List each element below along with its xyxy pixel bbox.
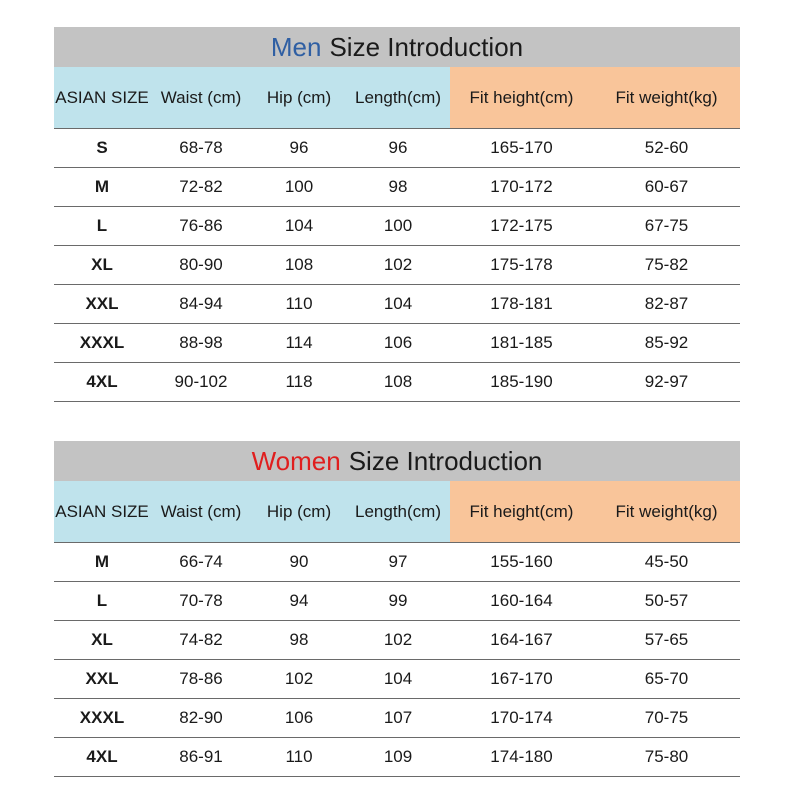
table-cell: 102 xyxy=(383,630,413,649)
table-row xyxy=(54,621,740,660)
table-cell: 68-78 xyxy=(179,138,223,157)
table-row xyxy=(54,543,740,582)
table-cell: XXXL xyxy=(79,333,125,352)
women-header-fit-weight: Fit weight(kg) xyxy=(593,481,740,542)
table-cell: 104 xyxy=(383,669,413,688)
table-cell: 160-164 xyxy=(490,591,553,610)
table-cell: 104 xyxy=(383,294,413,313)
table-cell: 97 xyxy=(388,552,408,571)
women-header-hip: Hip (cm) xyxy=(252,481,346,542)
table-cell: 110 xyxy=(285,294,313,313)
table-cell: 65-70 xyxy=(644,669,689,688)
men-header-waist: Waist (cm) xyxy=(150,67,252,128)
women-header-waist: Waist (cm) xyxy=(150,481,252,542)
table-cell: 108 xyxy=(383,372,413,391)
table-row xyxy=(54,363,740,402)
men-header-hip: Hip (cm) xyxy=(252,67,346,128)
table-row xyxy=(54,285,740,324)
men-header-fit-weight: Fit weight(kg) xyxy=(593,67,740,128)
table-cell: 85-92 xyxy=(644,333,689,352)
men-table-body xyxy=(54,128,740,402)
men-header-fit-height: Fit height(cm) xyxy=(450,67,593,128)
women-size-table xyxy=(54,441,740,777)
table-cell: XL xyxy=(91,630,113,649)
table-cell: 90 xyxy=(289,552,309,571)
table-cell: 109 xyxy=(383,747,413,766)
men-title-rest: Size Introduction xyxy=(329,31,524,62)
table-cell: L xyxy=(96,591,108,610)
table-row xyxy=(54,168,740,207)
table-cell: 4XL xyxy=(86,372,118,391)
table-cell: 164-167 xyxy=(490,630,553,649)
table-cell: 96 xyxy=(289,138,309,157)
table-row xyxy=(54,324,740,363)
table-cell: 82-87 xyxy=(644,294,689,313)
table-cell: 102 xyxy=(383,255,413,274)
table-cell: 118 xyxy=(285,372,313,391)
table-cell: 100 xyxy=(383,216,413,235)
table-cell: 4XL xyxy=(86,747,118,766)
table-cell: XXL xyxy=(85,669,119,688)
table-cell: 60-67 xyxy=(644,177,689,196)
table-cell: 75-80 xyxy=(644,747,689,766)
women-header-fit-height: Fit height(cm) xyxy=(450,481,593,542)
table-row xyxy=(54,738,740,777)
table-cell: 185-190 xyxy=(490,372,553,391)
women-header-size: ASIAN SIZE xyxy=(54,481,150,542)
table-cell: M xyxy=(94,552,110,571)
women-header-length: Length(cm) xyxy=(346,481,450,542)
table-row xyxy=(54,129,740,168)
table-cell: 70-78 xyxy=(179,591,223,610)
table-row xyxy=(54,246,740,285)
table-cell: 181-185 xyxy=(490,333,553,352)
table-cell: 52-60 xyxy=(644,138,689,157)
men-header-size: ASIAN SIZE xyxy=(54,67,150,128)
table-cell: 96 xyxy=(388,138,408,157)
table-cell: 50-57 xyxy=(644,591,689,610)
table-cell: XL xyxy=(91,255,113,274)
men-header-row xyxy=(54,67,740,128)
table-cell: 100 xyxy=(284,177,314,196)
table-cell: 66-74 xyxy=(179,552,223,571)
table-cell: 45-50 xyxy=(644,552,689,571)
table-cell: 70-75 xyxy=(644,708,689,727)
table-cell: 88-98 xyxy=(179,333,223,352)
table-cell: 84-94 xyxy=(179,294,223,313)
table-cell: 76-86 xyxy=(179,216,223,235)
table-cell: L xyxy=(96,216,108,235)
table-cell: 165-170 xyxy=(490,138,553,157)
table-row xyxy=(54,582,740,621)
table-cell: 107 xyxy=(383,708,413,727)
table-cell: 110 xyxy=(285,747,313,766)
women-header-row xyxy=(54,481,740,542)
table-cell: 170-174 xyxy=(490,708,553,727)
table-cell: 108 xyxy=(284,255,314,274)
table-cell: 167-170 xyxy=(490,669,553,688)
table-cell: 102 xyxy=(284,669,314,688)
table-cell: 174-180 xyxy=(490,747,553,766)
table-row xyxy=(54,207,740,246)
men-size-table xyxy=(54,27,740,402)
table-cell: S xyxy=(96,138,108,157)
table-cell: 172-175 xyxy=(490,216,553,235)
table-cell: 74-82 xyxy=(179,630,223,649)
table-cell: 67-75 xyxy=(644,216,689,235)
table-cell: XXXL xyxy=(79,708,125,727)
table-cell: 175-178 xyxy=(490,255,553,274)
men-title-accent: Men xyxy=(270,31,322,62)
table-cell: 75-82 xyxy=(644,255,689,274)
table-cell: 86-91 xyxy=(179,747,223,766)
table-cell: M xyxy=(94,177,110,196)
men-header-length: Length(cm) xyxy=(346,67,450,128)
women-table-body xyxy=(54,542,740,777)
table-cell: XXL xyxy=(85,294,119,313)
table-cell: 106 xyxy=(383,333,413,352)
men-table-title xyxy=(54,27,740,67)
table-cell: 155-160 xyxy=(490,552,553,571)
table-cell: 98 xyxy=(289,630,309,649)
table-cell: 80-90 xyxy=(179,255,223,274)
women-table-title xyxy=(54,441,740,481)
table-row xyxy=(54,699,740,738)
table-cell: 72-82 xyxy=(179,177,223,196)
table-cell: 90-102 xyxy=(174,372,228,391)
table-cell: 82-90 xyxy=(179,708,223,727)
table-cell: 104 xyxy=(284,216,314,235)
table-cell: 178-181 xyxy=(490,294,553,313)
table-cell: 92-97 xyxy=(644,372,689,391)
table-cell: 114 xyxy=(285,333,313,352)
table-cell: 57-65 xyxy=(644,630,689,649)
table-cell: 98 xyxy=(388,177,408,196)
women-title-accent: Women xyxy=(251,445,341,476)
women-title-rest: Size Introduction xyxy=(348,445,543,476)
table-cell: 94 xyxy=(289,591,309,610)
table-cell: 99 xyxy=(388,591,408,610)
table-cell: 106 xyxy=(284,708,314,727)
table-row xyxy=(54,660,740,699)
table-cell: 170-172 xyxy=(490,177,553,196)
table-cell: 78-86 xyxy=(179,669,223,688)
